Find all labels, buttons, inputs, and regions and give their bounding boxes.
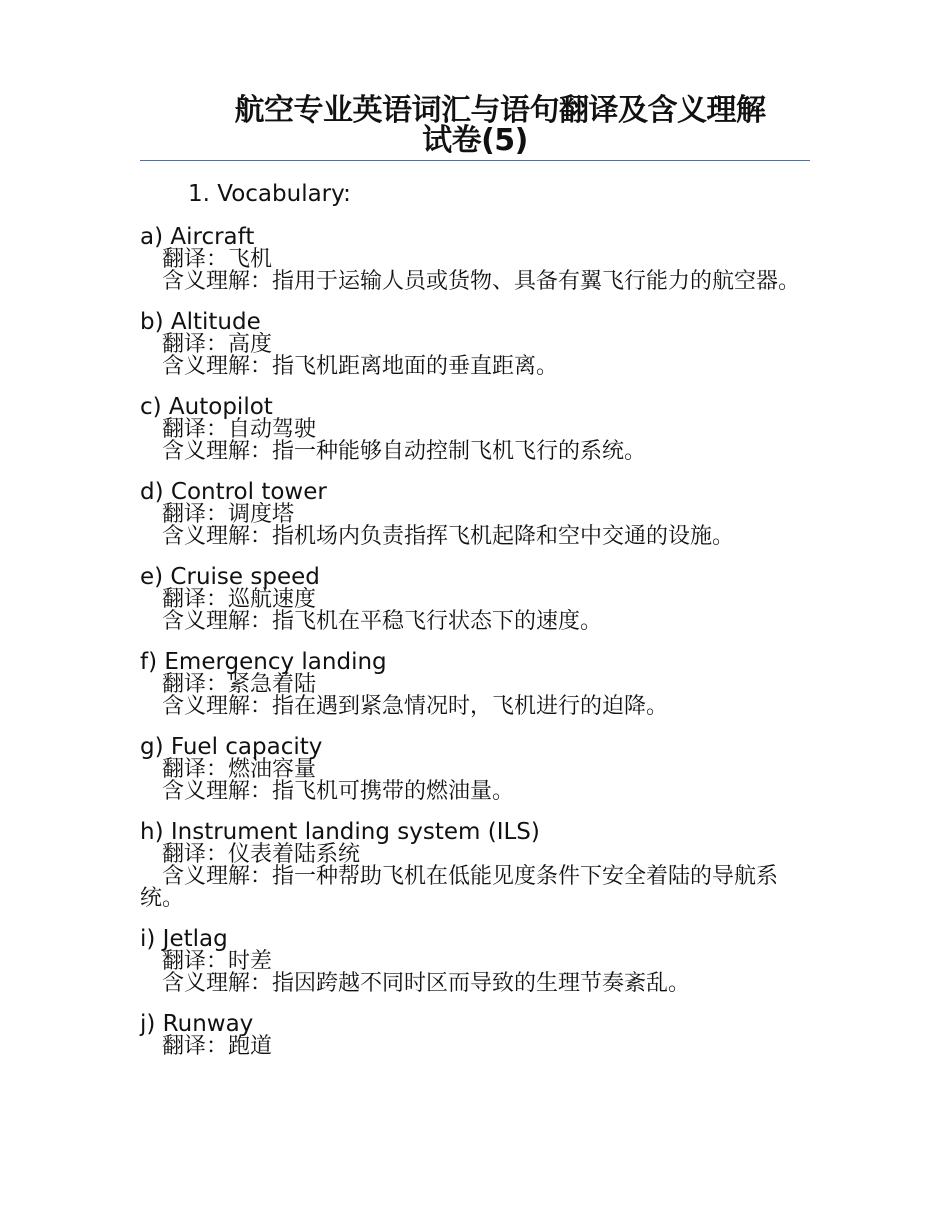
vocab-entry [140, 395, 810, 463]
vocab-meaning: 含义理解：指机场内负责指挥飞机起降和空中交通的设施。 [162, 524, 735, 549]
vocab-term: a) Aircraft [140, 224, 255, 250]
section-heading-vocabulary: 1. Vocabulary: [188, 181, 351, 207]
vocab-entry [140, 650, 810, 718]
vocab-term: e) Cruise speed [140, 564, 320, 590]
vocab-translation: 翻译：仪表着陆系统 [162, 842, 361, 867]
document-title [140, 93, 810, 158]
vocab-meaning: 含义理解：指因跨越不同时区而导致的生理节奏紊乱。 [162, 971, 691, 996]
vocab-translation: 翻译：时差 [162, 949, 273, 974]
vocab-term: h) Instrument landing system (ILS) [140, 819, 540, 845]
vocab-meaning: 含义理解：指一种帮助飞机在低能见度条件下安全着陆的导航系统。 [140, 864, 779, 911]
title-line-1: 航空专业英语词汇与语句翻译及含义理解 [234, 93, 766, 128]
title-underline-divider [140, 160, 810, 161]
vocab-meaning: 含义理解：指在遇到紧急情况时，飞机进行的迫降。 [162, 694, 669, 719]
vocab-entry [140, 225, 810, 293]
vocab-term: c) Autopilot [140, 394, 273, 420]
vocab-entry [140, 1012, 810, 1058]
vocab-translation: 翻译：巡航速度 [162, 587, 317, 612]
vocab-term: i) Jetlag [140, 926, 228, 952]
vocab-term: f) Emergency landing [140, 649, 387, 675]
vocab-entry [140, 310, 810, 378]
vocab-term: g) Fuel capacity [140, 734, 323, 760]
vocab-meaning: 含义理解：指用于运输人员或货物、具备有翼飞行能力的航空器。 [162, 269, 801, 294]
vocab-entry [140, 820, 810, 910]
vocab-translation: 翻译：自动驾驶 [162, 417, 317, 442]
vocab-entry [140, 480, 810, 548]
vocab-translation: 翻译：高度 [162, 332, 273, 357]
vocab-entry [140, 927, 810, 995]
vocab-entry [140, 565, 810, 633]
vocab-translation: 翻译：燃油容量 [162, 757, 317, 782]
vocab-translation: 翻译：飞机 [162, 247, 273, 272]
vocab-term: b) Altitude [140, 309, 261, 335]
vocab-term: d) Control tower [140, 479, 327, 505]
vocab-translation: 翻译：调度塔 [162, 502, 295, 527]
vocab-term: j) Runway [140, 1011, 254, 1037]
vocab-meaning: 含义理解：指飞机可携带的燃油量。 [162, 779, 515, 804]
title-line-2: 试卷(5) [422, 123, 528, 158]
vocab-translation: 翻译：紧急着陆 [162, 672, 317, 697]
vocab-translation: 翻译：跑道 [162, 1034, 273, 1059]
vocab-meaning: 含义理解：指飞机距离地面的垂直距离。 [162, 354, 559, 379]
vocab-meaning: 含义理解：指飞机在平稳飞行状态下的速度。 [162, 609, 603, 634]
vocab-entry [140, 735, 810, 803]
vocab-meaning: 含义理解：指一种能够自动控制飞机飞行的系统。 [162, 439, 647, 464]
vocabulary-list [140, 225, 810, 1075]
